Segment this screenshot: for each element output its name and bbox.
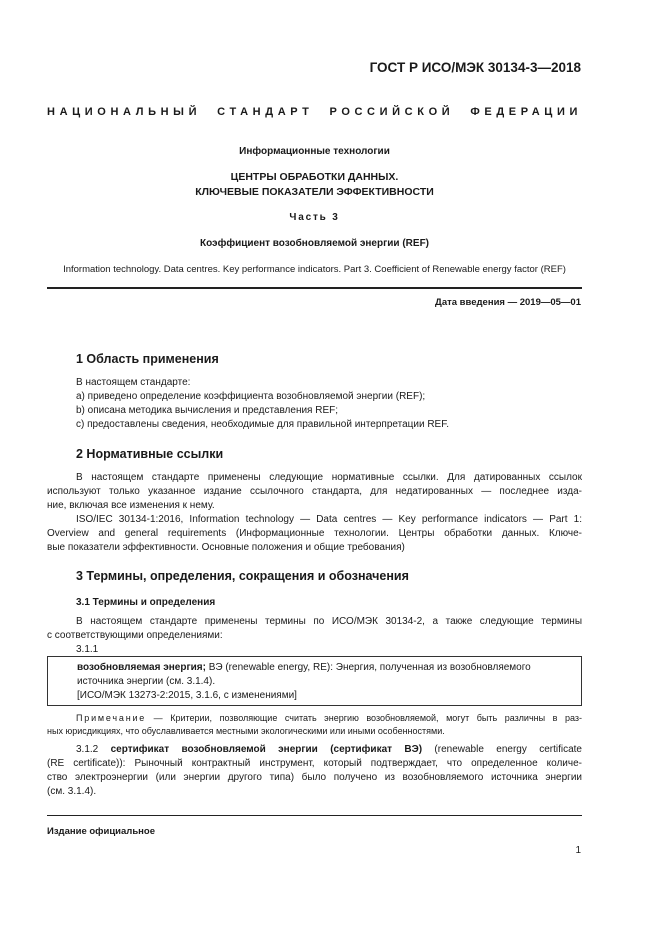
- term-source: [ИСО/МЭК 13273-2:2015, 3.1.6, с изменениями]: [77, 690, 297, 701]
- part-title: Коэффициент возобновляемой энергии (REF): [199, 238, 430, 249]
- paragraph-line: (RE certificate)): Рыночный контрактный инструмент, который подтверждает, что определенное количе-: [47, 758, 582, 769]
- page-number: 1: [575, 845, 581, 856]
- note: [47, 712, 582, 738]
- term-definition: ВЭ (renewable energy, RE): Энергия, полученная из возобновляемого: [205, 662, 531, 673]
- section-1-heading: 1 Область применения: [76, 352, 219, 366]
- document-title: [47, 170, 582, 200]
- term-number: 3.1.2: [76, 744, 111, 755]
- section-3-intro: [47, 615, 582, 657]
- english-title: Information technology. Data centres. Key performance indicators. Part 3. Coefficient of Renewable energy factor (REF): [63, 264, 566, 275]
- term-name: сертификат возобновляемой энергии (сертификат ВЭ): [110, 744, 423, 755]
- part-number: Часть 3: [289, 212, 340, 223]
- note-label: Примечание: [76, 713, 147, 723]
- paragraph-line: [47, 743, 582, 757]
- term-definition-line: источника энергии (см. 3.1.4).: [77, 676, 216, 687]
- introduction-date: Дата введения — 2019—05—01: [435, 297, 581, 308]
- official-edition-label: Издание официальное: [47, 826, 155, 837]
- term-definition-line: [77, 661, 581, 675]
- section-1-body: [76, 376, 449, 432]
- section-1-line: c) предоставлены сведения, необходимые для правильной интерпретации REF.: [76, 419, 450, 430]
- paragraph-line: с соответствующими определениями:: [47, 630, 223, 641]
- section-1-line: В настоящем стандарте:: [76, 377, 191, 388]
- document-code: ГОСТ Р ИСО/МЭК 30134-3—2018: [369, 60, 581, 75]
- note-line: [47, 712, 582, 725]
- section-3-heading: 3 Термины, определения, сокращения и обозначения: [76, 569, 409, 583]
- paragraph-line: ство электроэнергии (или энергии другого типа) было получено из возобновляемого источника энергии: [47, 772, 582, 783]
- paragraph-line: ние, включая все изменения к нему.: [47, 500, 215, 511]
- national-standard-banner: НАЦИОНАЛЬНЫЙ СТАНДАРТ РОССИЙСКОЙ ФЕДЕРАЦИИ: [47, 106, 582, 118]
- paragraph-line: В настоящем стандарте применены термины по ИСО/МЭК 30134-2, а также следующие термины: [76, 616, 582, 627]
- title-divider: [47, 287, 582, 289]
- section-2-heading: 2 Нормативные ссылки: [76, 447, 224, 461]
- paragraph-line: вые показатели эффективности. Основные положения и общие требования): [47, 542, 405, 553]
- document-subtitle: Информационные технологии: [239, 146, 390, 157]
- term-definition-box: [47, 656, 582, 706]
- paragraph-line: В настоящем стандарте применены следующие нормативные ссылки. Для датированных ссылок: [76, 472, 582, 483]
- term-number: 3.1.1: [76, 644, 99, 655]
- section-2-paragraph-1: [47, 471, 582, 513]
- paragraph-line: Overview and general requirements (Информационные технологии. Центры обработки данных. Ключе-: [47, 528, 582, 539]
- note-text: — Критерии, позволяющие считать энергию возобновляемой, могут быть различны в раз-: [146, 713, 582, 723]
- term-definition: (renewable energy certificate: [422, 744, 582, 755]
- section-3-1-heading: 3.1 Термины и определения: [76, 597, 216, 608]
- footer-divider: [47, 815, 582, 816]
- section-1-line: b) описана методика вычисления и представления REF;: [76, 405, 339, 416]
- paragraph-line: (см. 3.1.4).: [47, 786, 97, 797]
- paragraph-line: ISO/IEC 30134-1:2016, Information technology — Data centres — Key performance indicators — Part 1:: [76, 514, 582, 525]
- note-line: ных юрисдикциях, что обуславливается местными экологическими или иными особенностями.: [47, 726, 445, 736]
- term-3-1-2: [47, 743, 582, 799]
- section-1-line: a) приведено определение коэффициента возобновляемой энергии (REF);: [76, 391, 426, 402]
- term-name: возобновляемая энергия;: [77, 662, 206, 673]
- paragraph-line: используют только указанное издание ссылочного стандарта, для недатированных — последнее изда-: [47, 486, 582, 497]
- title-line-1: ЦЕНТРЫ ОБРАБОТКИ ДАННЫХ.: [230, 171, 399, 183]
- title-line-2: КЛЮЧЕВЫЕ ПОКАЗАТЕЛИ ЭФФЕКТИВНОСТИ: [195, 186, 434, 198]
- section-2-paragraph-2: [47, 513, 582, 555]
